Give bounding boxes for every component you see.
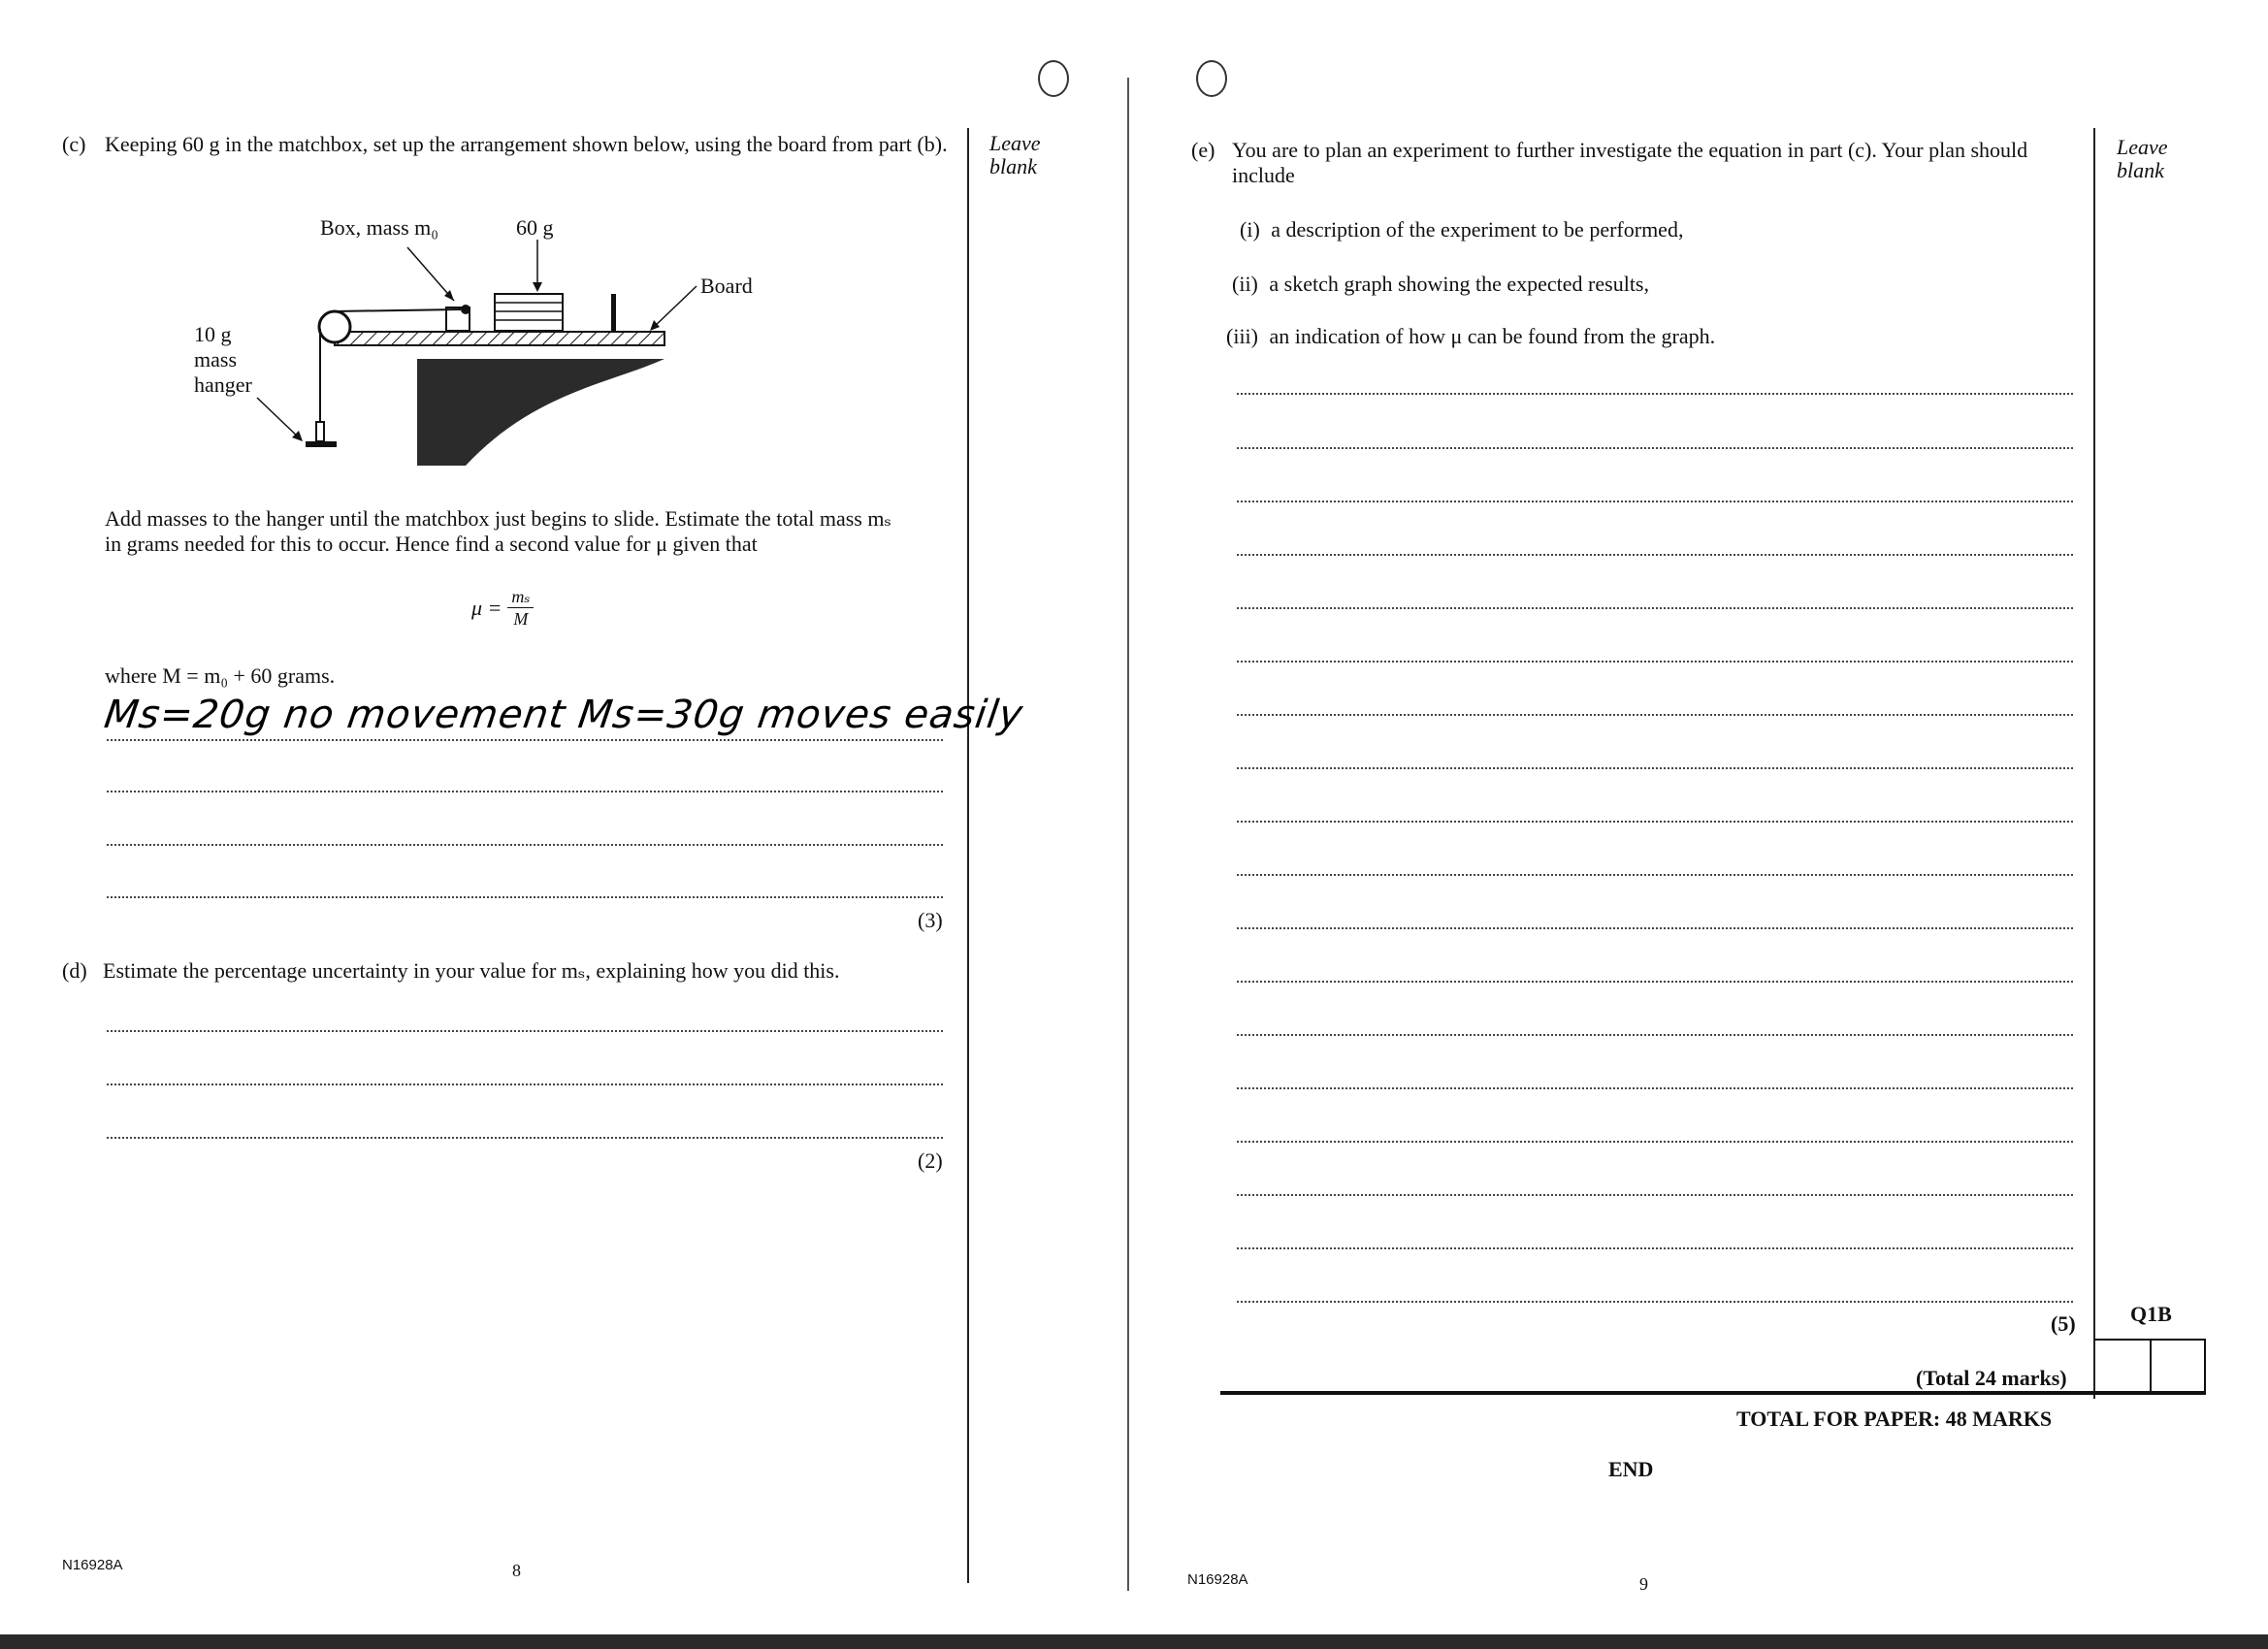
answer-line-e1[interactable] bbox=[1237, 393, 2073, 395]
right-page-number: 9 bbox=[1639, 1574, 1648, 1594]
answer-line-d3[interactable] bbox=[107, 1137, 943, 1139]
board-leader bbox=[652, 286, 697, 329]
answer-line-e3[interactable] bbox=[1237, 501, 2073, 502]
bench-shape bbox=[417, 359, 664, 466]
part-e-intro-2: include bbox=[1232, 163, 1295, 187]
apparatus-diagram bbox=[184, 209, 786, 470]
hanger-leader bbox=[257, 398, 301, 439]
part-c-intro: Keeping 60 g in the matchbox, set up the arrangement shown below, using the board from part (b). bbox=[105, 132, 948, 156]
diagram-hanger-label: 10 g mass hanger bbox=[194, 322, 252, 397]
answer-line-e6[interactable] bbox=[1237, 661, 2073, 663]
answer-line-d1[interactable] bbox=[107, 1030, 943, 1032]
board-shape bbox=[335, 332, 664, 345]
answer-line-e17[interactable] bbox=[1237, 1247, 2073, 1249]
total-for-paper: TOTAL FOR PAPER: 48 MARKS bbox=[1736, 1406, 2053, 1431]
diagram-box-label: Box, mass m₀ bbox=[320, 215, 438, 240]
answer-line-e18[interactable] bbox=[1237, 1301, 2073, 1303]
answer-line-e15[interactable] bbox=[1237, 1141, 2073, 1143]
part-c-marks: (3) bbox=[918, 908, 943, 932]
question-box-label: Q1B bbox=[2130, 1302, 2172, 1326]
page-gutter bbox=[1127, 78, 1129, 1591]
pulley-shape bbox=[319, 311, 350, 342]
answer-line-e4[interactable] bbox=[1237, 554, 2073, 556]
right-margin-rule bbox=[2093, 128, 2095, 1399]
left-leave-blank: Leave blank bbox=[989, 131, 1041, 178]
stop-post bbox=[611, 294, 616, 333]
mark-box bbox=[2093, 1339, 2206, 1395]
diagram-mass-label: 60 g bbox=[516, 215, 554, 240]
part-d-question: Estimate the percentage uncertainty in your value for mₛ, explaining how you did this. bbox=[103, 958, 840, 983]
total-rule bbox=[1220, 1391, 2206, 1395]
answer-line-e10[interactable] bbox=[1237, 874, 2073, 876]
hanger-base bbox=[306, 441, 337, 447]
punch-hole-left bbox=[1038, 60, 1069, 97]
answer-line-e2[interactable] bbox=[1237, 447, 2073, 449]
scan-bottom-edge bbox=[0, 1634, 2268, 1649]
formula-lhs: μ = bbox=[471, 595, 502, 620]
part-e-label: (e) bbox=[1191, 138, 1215, 162]
part-d-marks: (2) bbox=[918, 1148, 943, 1173]
part-e-item-ii: (ii) a sketch graph showing the expected results, bbox=[1232, 272, 1649, 296]
answer-line-e5[interactable] bbox=[1237, 607, 2073, 609]
part-e-intro-1: You are to plan an experiment to further investigate the equation in part (c). Your plan should bbox=[1232, 138, 2028, 162]
string-top bbox=[335, 309, 461, 311]
answer-line-c3[interactable] bbox=[107, 844, 943, 846]
end-label: END bbox=[1608, 1457, 1654, 1481]
answer-line-c2[interactable] bbox=[107, 791, 943, 792]
answer-line-e12[interactable] bbox=[1237, 981, 2073, 983]
left-page-code: N16928A bbox=[62, 1557, 123, 1573]
answer-line-e16[interactable] bbox=[1237, 1194, 2073, 1196]
answer-line-e8[interactable] bbox=[1237, 767, 2073, 769]
part-e-item-i: (i) a description of the experiment to be performed, bbox=[1240, 217, 1684, 242]
answer-line-c4[interactable] bbox=[107, 896, 943, 898]
diagram-board-label: Board bbox=[700, 274, 753, 298]
mass-60g-stack bbox=[495, 294, 563, 331]
total-marks: (Total 24 marks) bbox=[1916, 1366, 2067, 1390]
box-leader bbox=[407, 247, 454, 301]
answer-line-c1[interactable] bbox=[107, 739, 943, 741]
part-d-label: (d) bbox=[62, 958, 87, 983]
hanger-body bbox=[316, 422, 324, 441]
part-e-marks: (5) bbox=[2051, 1311, 2076, 1336]
matchbox-hook bbox=[461, 305, 470, 314]
answer-line-e11[interactable] bbox=[1237, 927, 2073, 929]
answer-line-e7[interactable] bbox=[1237, 714, 2073, 716]
punch-hole-right bbox=[1196, 60, 1227, 97]
left-margin-rule bbox=[967, 128, 969, 1583]
apparatus-svg bbox=[184, 209, 786, 470]
part-c-instruction-2: in grams needed for this to occur. Hence find a second value for μ given that bbox=[105, 532, 758, 556]
formula-denominator: M bbox=[513, 609, 529, 629]
answer-line-e13[interactable] bbox=[1237, 1034, 2073, 1036]
answer-line-d2[interactable] bbox=[107, 1083, 943, 1085]
part-c-label: (c) bbox=[62, 132, 86, 156]
part-c-instruction-1: Add masses to the hanger until the matchbox just begins to slide. Estimate the total mass mₛ bbox=[105, 506, 891, 531]
part-c-where: where M = m₀ + 60 grams. bbox=[105, 663, 336, 688]
part-e-item-iii: (iii) an indication of how μ can be found from the graph. bbox=[1226, 324, 1716, 348]
answer-line-e14[interactable] bbox=[1237, 1087, 2073, 1089]
mark-box-divider bbox=[2150, 1341, 2152, 1393]
left-page-number: 8 bbox=[512, 1561, 521, 1580]
handwritten-answer: Ms=20g no movement Ms=30g moves easily bbox=[101, 693, 1026, 737]
right-leave-blank: Leave blank bbox=[2117, 135, 2168, 182]
right-page-code: N16928A bbox=[1187, 1571, 1248, 1588]
answer-line-e9[interactable] bbox=[1237, 821, 2073, 823]
formula-numerator: mₛ bbox=[507, 586, 534, 608]
formula bbox=[471, 586, 534, 630]
